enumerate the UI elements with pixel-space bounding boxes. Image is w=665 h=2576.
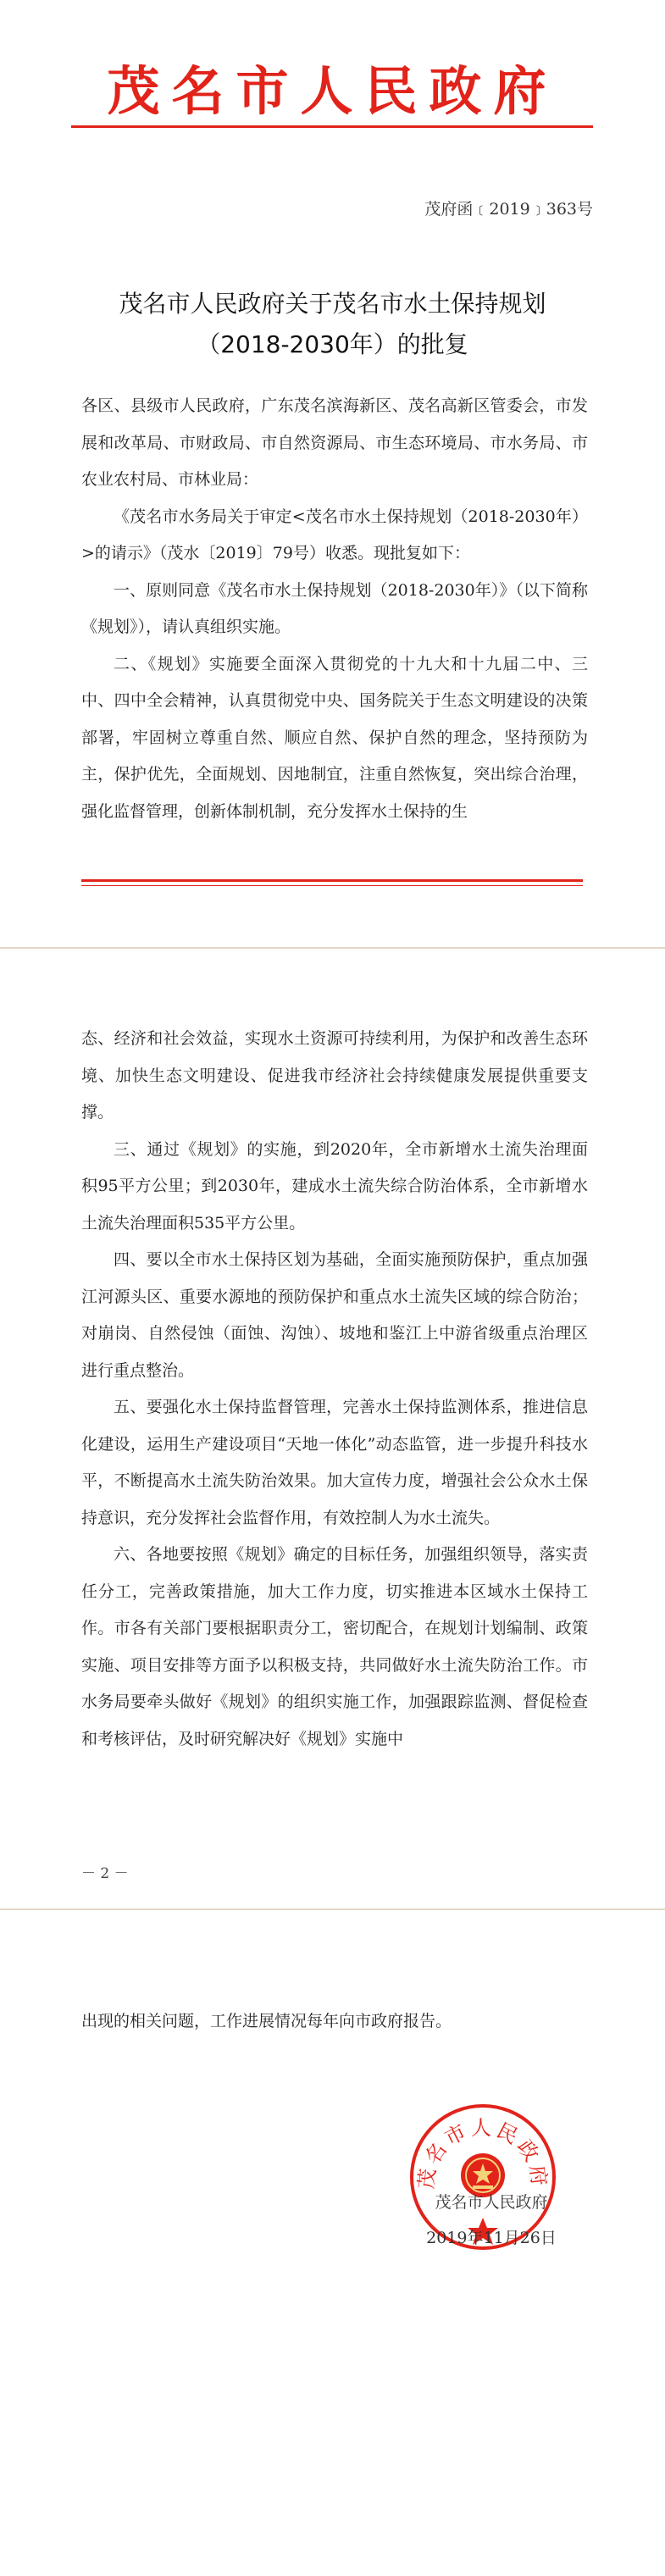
document-heading xyxy=(0,284,665,365)
paragraph-6-continued: 出现的相关问题，工作进展情况每年向市政府报告。 xyxy=(81,2012,452,2030)
signing-date: 2019年11月26日 xyxy=(426,2229,557,2247)
red-footer-rule xyxy=(81,879,583,882)
page-number: － 2 － xyxy=(81,1865,129,1882)
page-3-body xyxy=(81,2003,588,2041)
red-header-rule xyxy=(71,125,593,128)
addressee: 各区、县级市人民政府，广东茂名滨海新区、茂名高新区管委会，市发展和改革局、市财政局、市自然资源局、市生态环境局、市水务局、市农业农村局、市林业局： xyxy=(81,396,588,489)
page-1 xyxy=(0,0,665,949)
paragraph-2-continued: 态、经济和社会效益，实现水土资源可持续利用，为保护和改善生态环境、加快生态文明建设、促进我市经济社会持续健康发展提供重要支撑。 xyxy=(81,1029,588,1122)
signing-organization: 茂名市人民政府 xyxy=(435,2193,548,2212)
red-footer-rule-thin xyxy=(81,885,583,886)
paragraph-4: 四、要以全市水土保持区划为基础，全面实施预防保护，重点加强江河源头区、重要水源地的预防保护和重点水土流失区域的综合防治；对崩岗、自然侵蚀（面蚀、沟蚀）、坡地和鉴江上中游省级重点治理区进行重点整治。 xyxy=(81,1250,588,1380)
page-2-body xyxy=(81,1021,588,1758)
paragraph-request: 《茂名市水务局关于审定<茂名市水土保持规划（2018-2030年）>的请示》（茂水〔2019〕79号）收悉。现批复如下： xyxy=(81,507,588,562)
heading-line-1: 茂名市人民政府关于茂名市水土保持规划 xyxy=(119,290,546,318)
paragraph-5: 五、要强化水土保持监督管理，完善水土保持监测体系，推进信息化建设，运用生产建设项目“天地一体化”动态监管，进一步提升科技水平，不断提高水土流失防治效果。加大宣传力度，增强社会公众水土保持意识，充分发挥社会监督作用，有效控制人为水土流失。 xyxy=(81,1398,588,1527)
paragraph-6: 六、各地要按照《规划》确定的目标任务，加强组织领导，落实责任分工，完善政策措施，加大工作力度，切实推进本区域水土保持工作。市各有关部门要根据职责分工，密切配合，在规划计划编制、政策实施、项目安排等方面予以积极支持，共同做好水土流失防治工作。市水务局要牵头做好《规划》的组织实施工作，加强跟踪监测、督促检查和考核评估，及时研究解决好《规划》实施中 xyxy=(81,1545,588,1748)
red-header-title: 茂名市人民政府 xyxy=(107,60,558,122)
paragraph-1: 一、原则同意《茂名市水土保持规划（2018-2030年）》（以下简称《规划》），请认真组织实施。 xyxy=(81,580,588,636)
paragraph-2: 二、《规划》实施要全面深入贯彻党的十九大和十九届二中、三中、四中全会精神，认真贯彻党中央、国务院关于生态文明建设的决策部署，牢固树立尊重自然、顺应自然、保护自然的理念，坚持预防为主，保护优先，全面规划、因地制宜，注重自然恢复，突出综合治理，强化监督管理，创新体制机制，充分发挥水土保持的生 xyxy=(81,654,588,821)
page-1-body xyxy=(81,388,588,830)
page-2 xyxy=(0,949,665,1910)
seal-text: 茂名市人民政府 xyxy=(413,2116,552,2191)
page-3 xyxy=(0,1910,665,2576)
heading-line-2: （2018-2030年）的批复 xyxy=(197,330,468,358)
document-number: 茂府函﹝2019﹞363号 xyxy=(424,200,593,219)
paragraph-3: 三、通过《规划》的实施，到2020年，全市新增水土流失治理面积95平方公里；到2030年，建成水土流失综合防治体系，全市新增水土流失治理面积535平方公里。 xyxy=(81,1139,588,1233)
